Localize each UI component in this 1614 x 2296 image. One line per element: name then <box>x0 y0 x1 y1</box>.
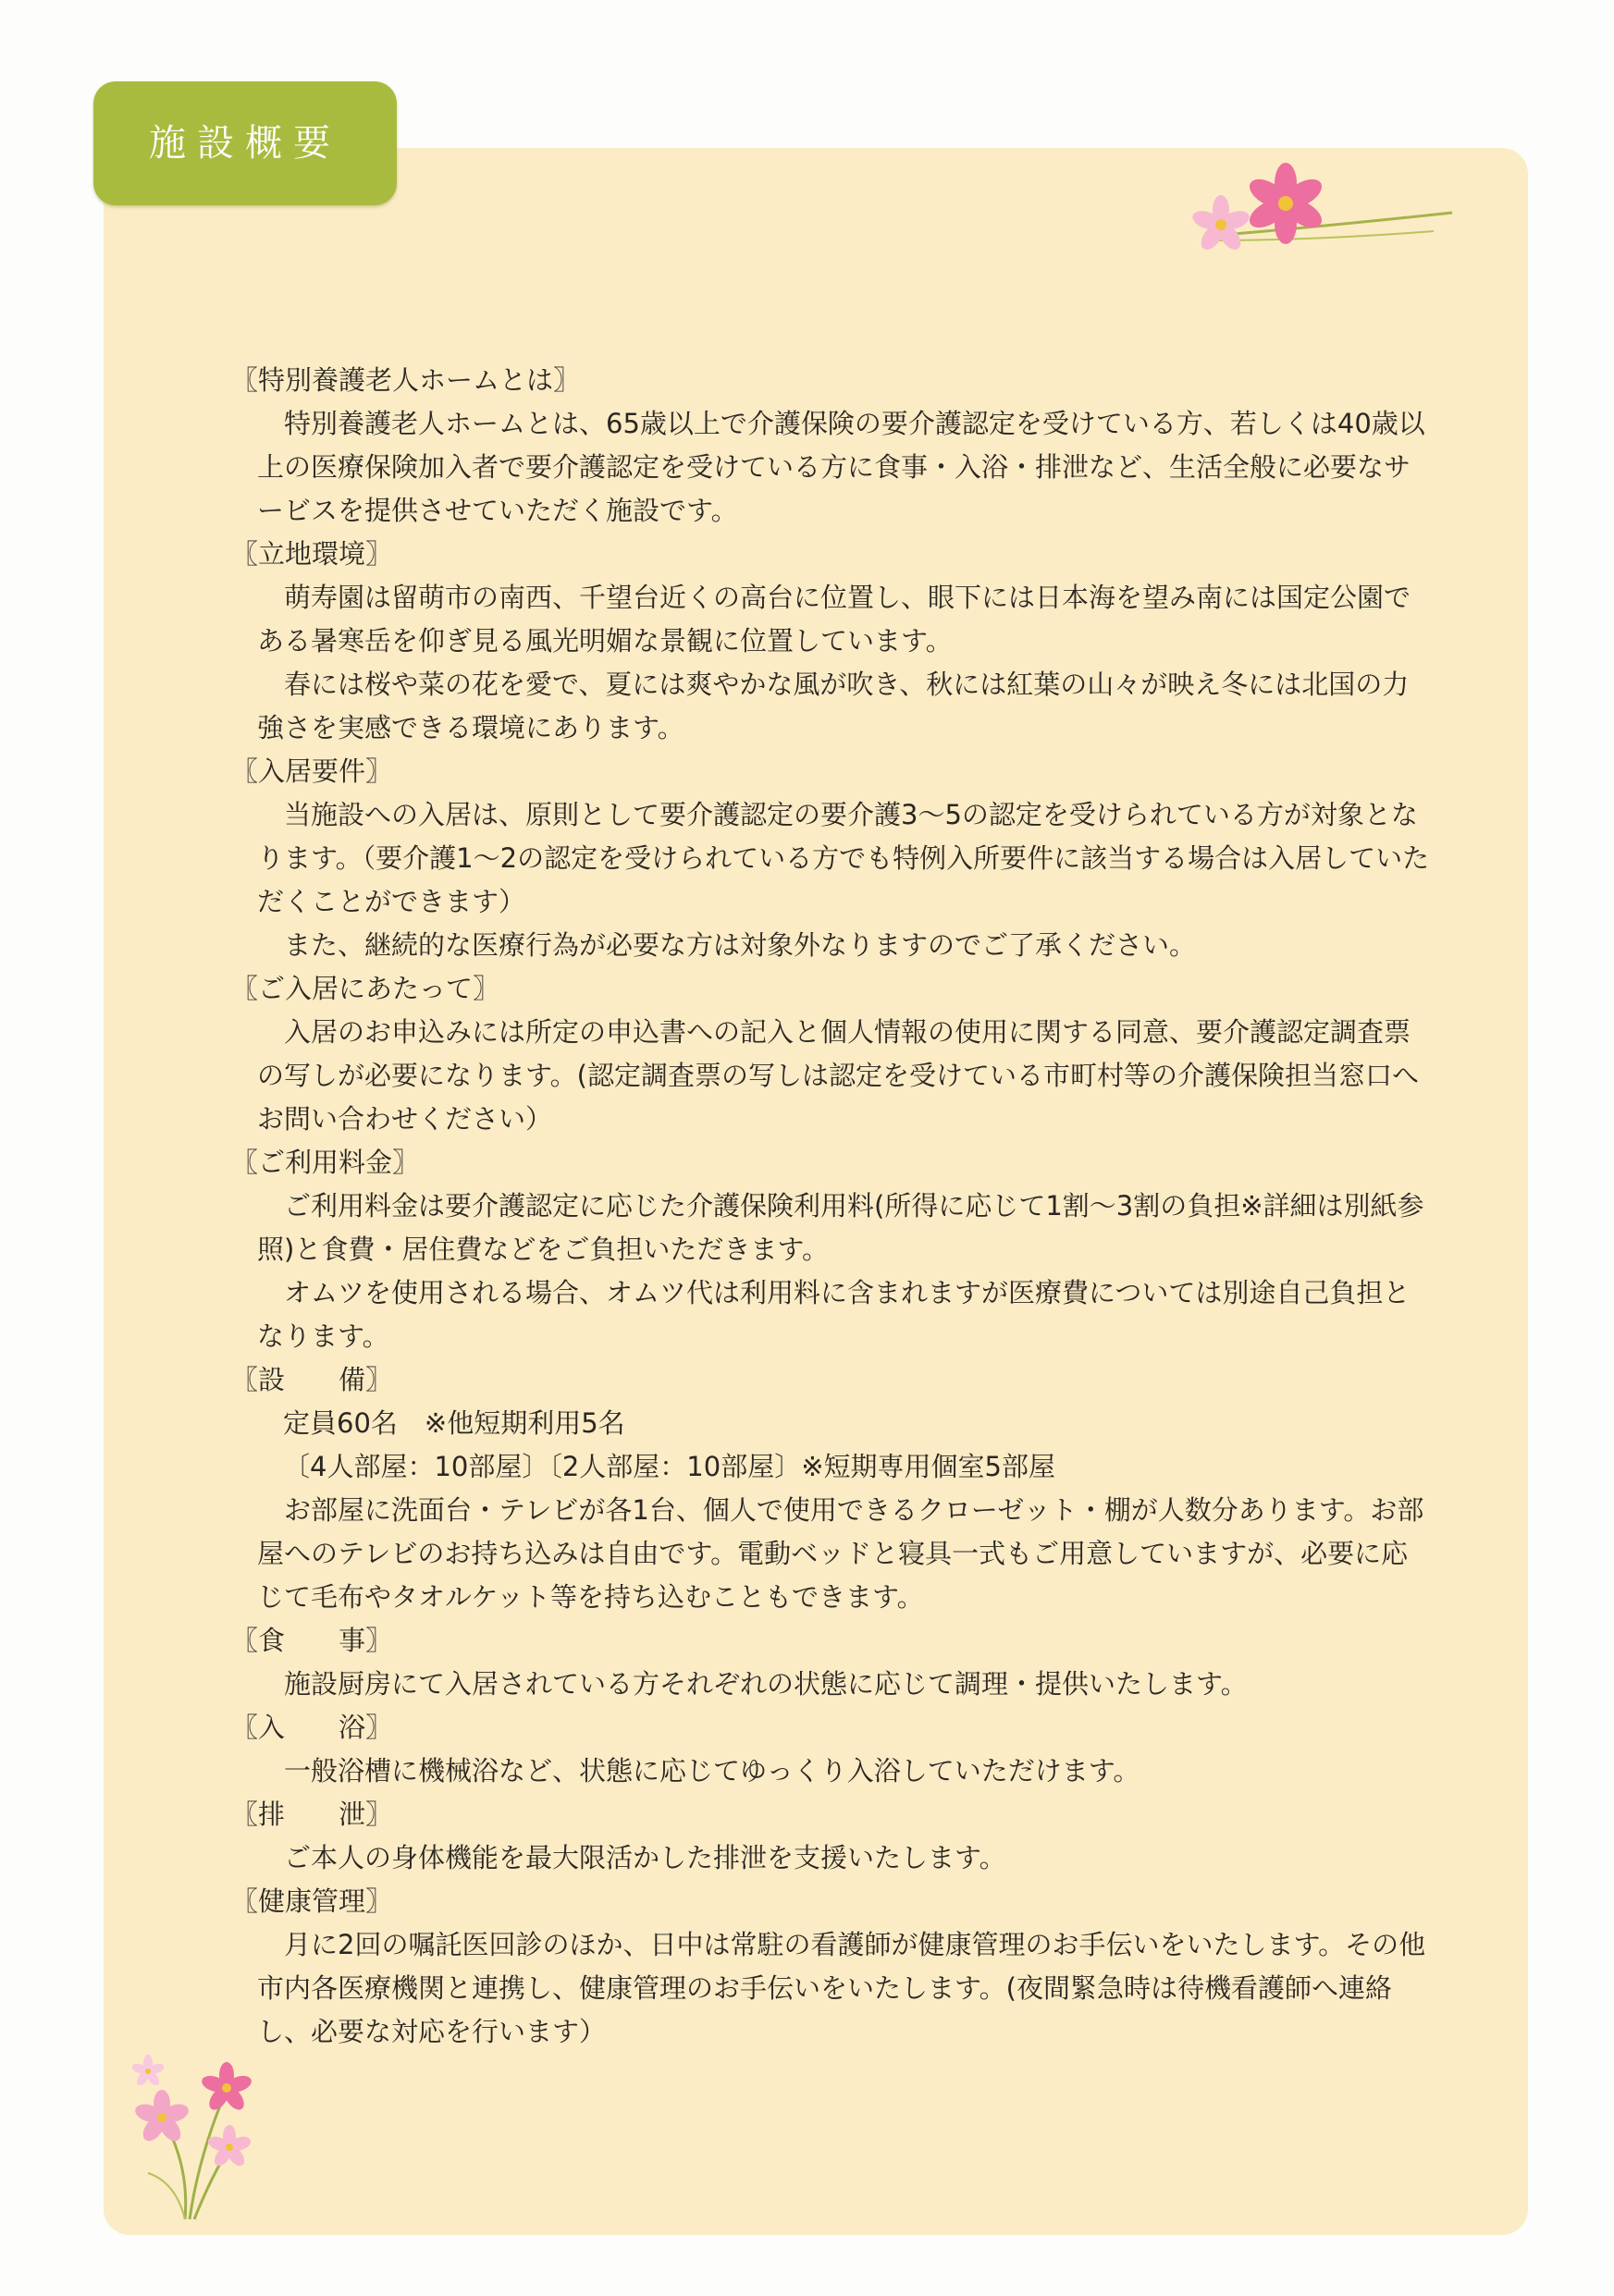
capacity-line: 定員60名 ※他短期利用5名 <box>283 1407 625 1439</box>
section-heading: 〖健康管理〗 <box>231 1885 393 1917</box>
section-heading: 〖食 事〗 <box>231 1625 393 1656</box>
section-heading: 〖入居要件〗 <box>231 755 393 787</box>
section-heading: 〖ご利用料金〗 <box>231 1147 420 1178</box>
section-about <box>231 359 1434 533</box>
facility-overview-text <box>231 359 1434 2054</box>
cosmos-bouquet-icon <box>120 2034 287 2228</box>
section-facilities <box>231 1358 1434 1619</box>
section-paragraph: ご本人の身体機能を最大限活かした排泄を支援いたします。 <box>284 1842 1006 1873</box>
section-paragraph: 萌寿園は留萌市の南西、千望台近くの高台に位置し、眼下には日本海を望み南には国定公園である暑寒岳を仰ぎ見る風光明媚な景観に位置しています。 <box>257 582 1411 657</box>
rooms-line: 〔4人部屋：10部屋〕〔2人部屋：10部屋〕※短期専用個室5部屋 <box>283 1451 1055 1482</box>
section-admission <box>231 967 1434 1141</box>
section-meals <box>231 1619 1434 1706</box>
section-paragraph: 月に2回の嘱託医回診のほか、日中は常駐の看護師が健康管理のお手伝いをいたします。その他市内各医療機関と連携し、健康管理のお手伝いをいたします。(夜間緊急時は待機看護師へ連絡し、必要な対応を行います） <box>257 1929 1426 2047</box>
section-heading: 〖立地環境〗 <box>231 538 393 570</box>
section-paragraph: オムツを使用される場合、オムツ代は利用料に含まれますが医療費については別途自己負担となります。 <box>257 1277 1411 1352</box>
section-heading: 〖設 備〗 <box>231 1364 393 1395</box>
cosmos-flower-icon <box>1156 162 1461 273</box>
section-bathing <box>231 1706 1434 1793</box>
title-tab <box>93 81 397 205</box>
section-requirements <box>231 750 1434 967</box>
section-paragraph: 施設厨房にて入居されている方それぞれの状態に応じて調理・提供いたします。 <box>284 1668 1248 1700</box>
section-paragraph: 特別養護老人ホームとは、65歳以上で介護保険の要介護認定を受けている方、若しくは40歳以上の医療保険加入者で要介護認定を受けている方に食事・入浴・排泄など、生活全般に必要なサービスを提供させていただく施設です。 <box>257 408 1425 526</box>
section-paragraph: 入居のお申込みには所定の申込書への記入と個人情報の使用に関する同意、要介護認定調査票の写しが必要になります。(認定調査票の写しは認定を受けている市町村等の介護保険担当窓口へお問い合わせください） <box>257 1016 1419 1135</box>
section-heading: 〖ご入居にあたって〗 <box>231 973 500 1004</box>
section-location <box>231 533 1434 750</box>
section-heading: 〖入 浴〗 <box>231 1712 393 1743</box>
section-fees <box>231 1141 1434 1358</box>
section-heading: 〖特別養護老人ホームとは〗 <box>231 364 581 396</box>
section-paragraph: 春には桜や菜の花を愛で、夏には爽やかな風が吹き、秋には紅葉の山々が映え冬には北国の力強さを実感できる環境にあります。 <box>257 669 1410 743</box>
section-paragraph: お部屋に洗面台・テレビが各1台、個人で使用できるクローゼット・棚が人数分あります。お部屋へのテレビのお持ち込みは自由です。電動ベッドと寝具一式もご用意していますが、必要に応じて毛布やタオルケット等を持ち込むこともできます。 <box>257 1494 1424 1613</box>
section-health <box>231 1880 1434 2054</box>
section-paragraph: 一般浴槽に機械浴など、状態に応じてゆっくり入浴していただけます。 <box>284 1755 1140 1786</box>
section-paragraph: また、継続的な医療行為が必要な方は対象外なりますのでご了承ください。 <box>284 929 1197 961</box>
section-paragraph: ご利用料金は要介護認定に応じた介護保険利用料(所得に応じて1割～3割の負担※詳細は別紙参照)と食費・居住費などをご負担いただきます。 <box>257 1190 1424 1265</box>
section-excretion <box>231 1793 1434 1880</box>
section-heading: 〖排 泄〗 <box>231 1799 393 1830</box>
page-title: 施設概要 <box>149 122 341 165</box>
section-paragraph: 当施設への入居は、原則として要介護認定の要介護3～5の認定を受けられている方が対象となります。（要介護1～2の認定を受けられている方でも特例入所要件に該当する場合は入居していただくことができます） <box>257 799 1430 917</box>
